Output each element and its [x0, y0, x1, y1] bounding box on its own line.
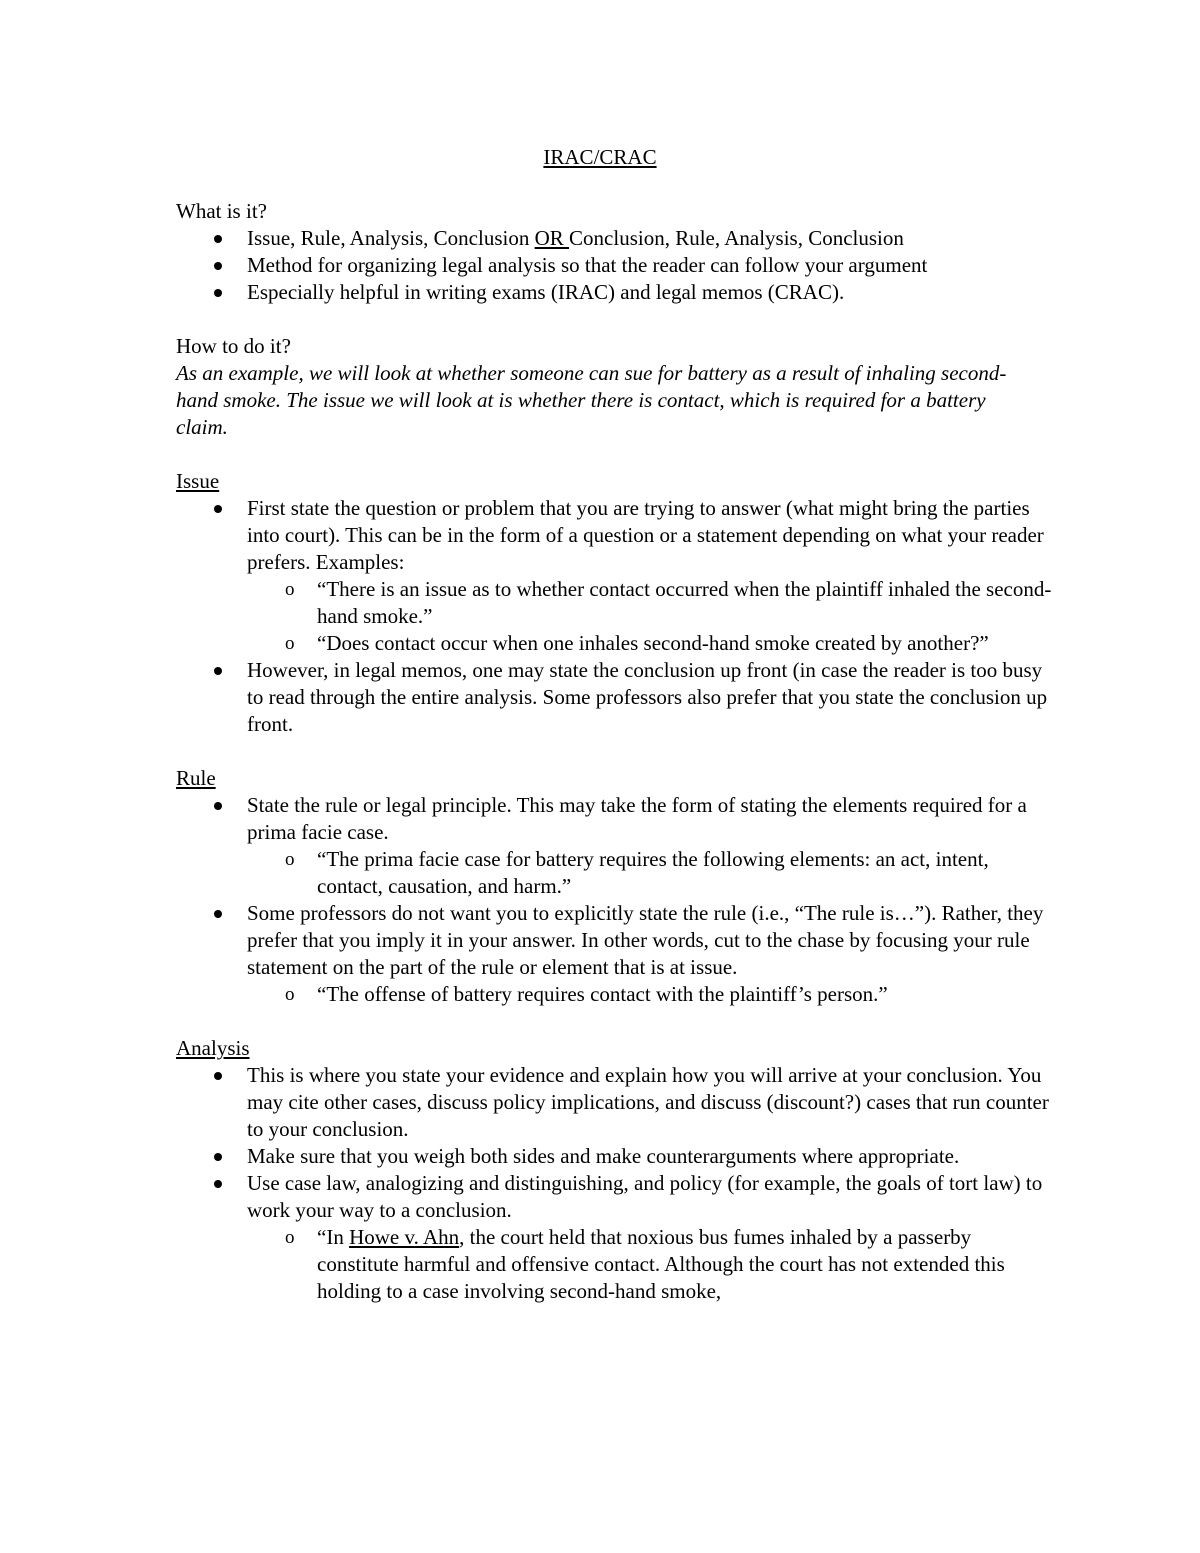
bullet-icon	[214, 667, 222, 675]
sub-list-item: o “There is an issue as to whether contact occurred when the plaintiff inhaled the second-hand smoke.”	[285, 577, 1052, 628]
what-heading: What is it?	[176, 199, 267, 223]
sub-list-item: o “Does contact occur when one inhales second-hand smoke created by another?”	[285, 631, 989, 655]
list-item: Make sure that you weigh both sides and make counterarguments where appropriate.	[176, 1143, 1056, 1170]
list-item: First state the question or problem that you are trying to answer (what might bring the parties into court). This can be in the form of a question or a statement depending on what your reader prefers. Examples:	[176, 495, 1056, 576]
bullet-icon	[214, 1072, 222, 1080]
sub-list-item: o “The offense of battery requires contact with the plaintiff’s person.”	[285, 982, 888, 1006]
list-item: Issue, Rule, Analysis, Conclusion OR Conclusion, Rule, Analysis, Conclusion	[176, 225, 1056, 252]
bullet-icon	[214, 235, 222, 243]
bullet-icon	[214, 1153, 222, 1161]
what-list	[176, 225, 1056, 306]
example-paragraph: As an example, we will look at whether someone can sue for battery as a result of inhaling second-hand smoke. The issue we will look at is whether there is contact, which is required for a battery claim.	[176, 361, 1007, 439]
issue-heading: Issue	[176, 469, 220, 493]
sub-bullet-icon: o	[285, 984, 295, 1005]
list-item: However, in legal memos, one may state the conclusion up front (in case the reader is too busy to read through the entire analysis. Some professors also prefer that you state the conclusion up front.	[176, 657, 1056, 738]
list-item: Some professors do not want you to explicitly state the rule (i.e., “The rule is…”). Rather, they prefer that you imply it in your answer. In other words, cut to the chase by focusing your rule statement on the part of the rule or element that is at issue.	[176, 900, 1056, 981]
bullet-icon	[214, 262, 222, 270]
analysis-list	[176, 1062, 1056, 1305]
bullet-icon	[214, 1180, 222, 1188]
sub-list-item: o “The prima facie case for battery requires the following elements: an act, intent, contact, causation, and harm.”	[285, 847, 989, 898]
bullet-icon	[214, 802, 222, 810]
bullet-icon	[214, 505, 222, 513]
document-body	[176, 144, 1056, 1305]
rule-heading: Rule	[176, 766, 216, 790]
list-item: State the rule or legal principle. This may take the form of stating the elements required for a prima facie case.	[176, 792, 1056, 846]
sub-bullet-icon: o	[285, 849, 295, 870]
sub-list-item: o “In Howe v. Ahn, the court held that noxious bus fumes inhaled by a passerby constitute harmful and offensive contact. Although the court has not extended this holding to a case involving second-hand smoke,	[285, 1225, 1005, 1303]
list-item: This is where you state your evidence and explain how you will arrive at your conclusion. You may cite other cases, discuss policy implications, and discuss (discount?) cases that run counter to your conclusion.	[176, 1062, 1056, 1143]
rule-list	[176, 792, 1056, 1008]
analysis-heading: Analysis	[176, 1036, 250, 1060]
sub-bullet-icon: o	[285, 579, 295, 600]
list-item: Method for organizing legal analysis so that the reader can follow your argument	[176, 252, 1056, 279]
case-citation: Howe v. Ahn	[349, 1225, 460, 1249]
bullet-icon	[214, 289, 222, 297]
how-heading: How to do it?	[176, 334, 291, 358]
list-item: Especially helpful in writing exams (IRAC) and legal memos (CRAC).	[176, 279, 1056, 306]
list-item: Use case law, analogizing and distinguishing, and policy (for example, the goals of tort law) to work your way to a conclusion.	[176, 1170, 1056, 1224]
page-title: IRAC/CRAC	[543, 145, 657, 169]
sub-bullet-icon: o	[285, 1227, 295, 1248]
sub-bullet-icon: o	[285, 633, 295, 654]
issue-list	[176, 495, 1056, 738]
bullet-icon	[214, 910, 222, 918]
